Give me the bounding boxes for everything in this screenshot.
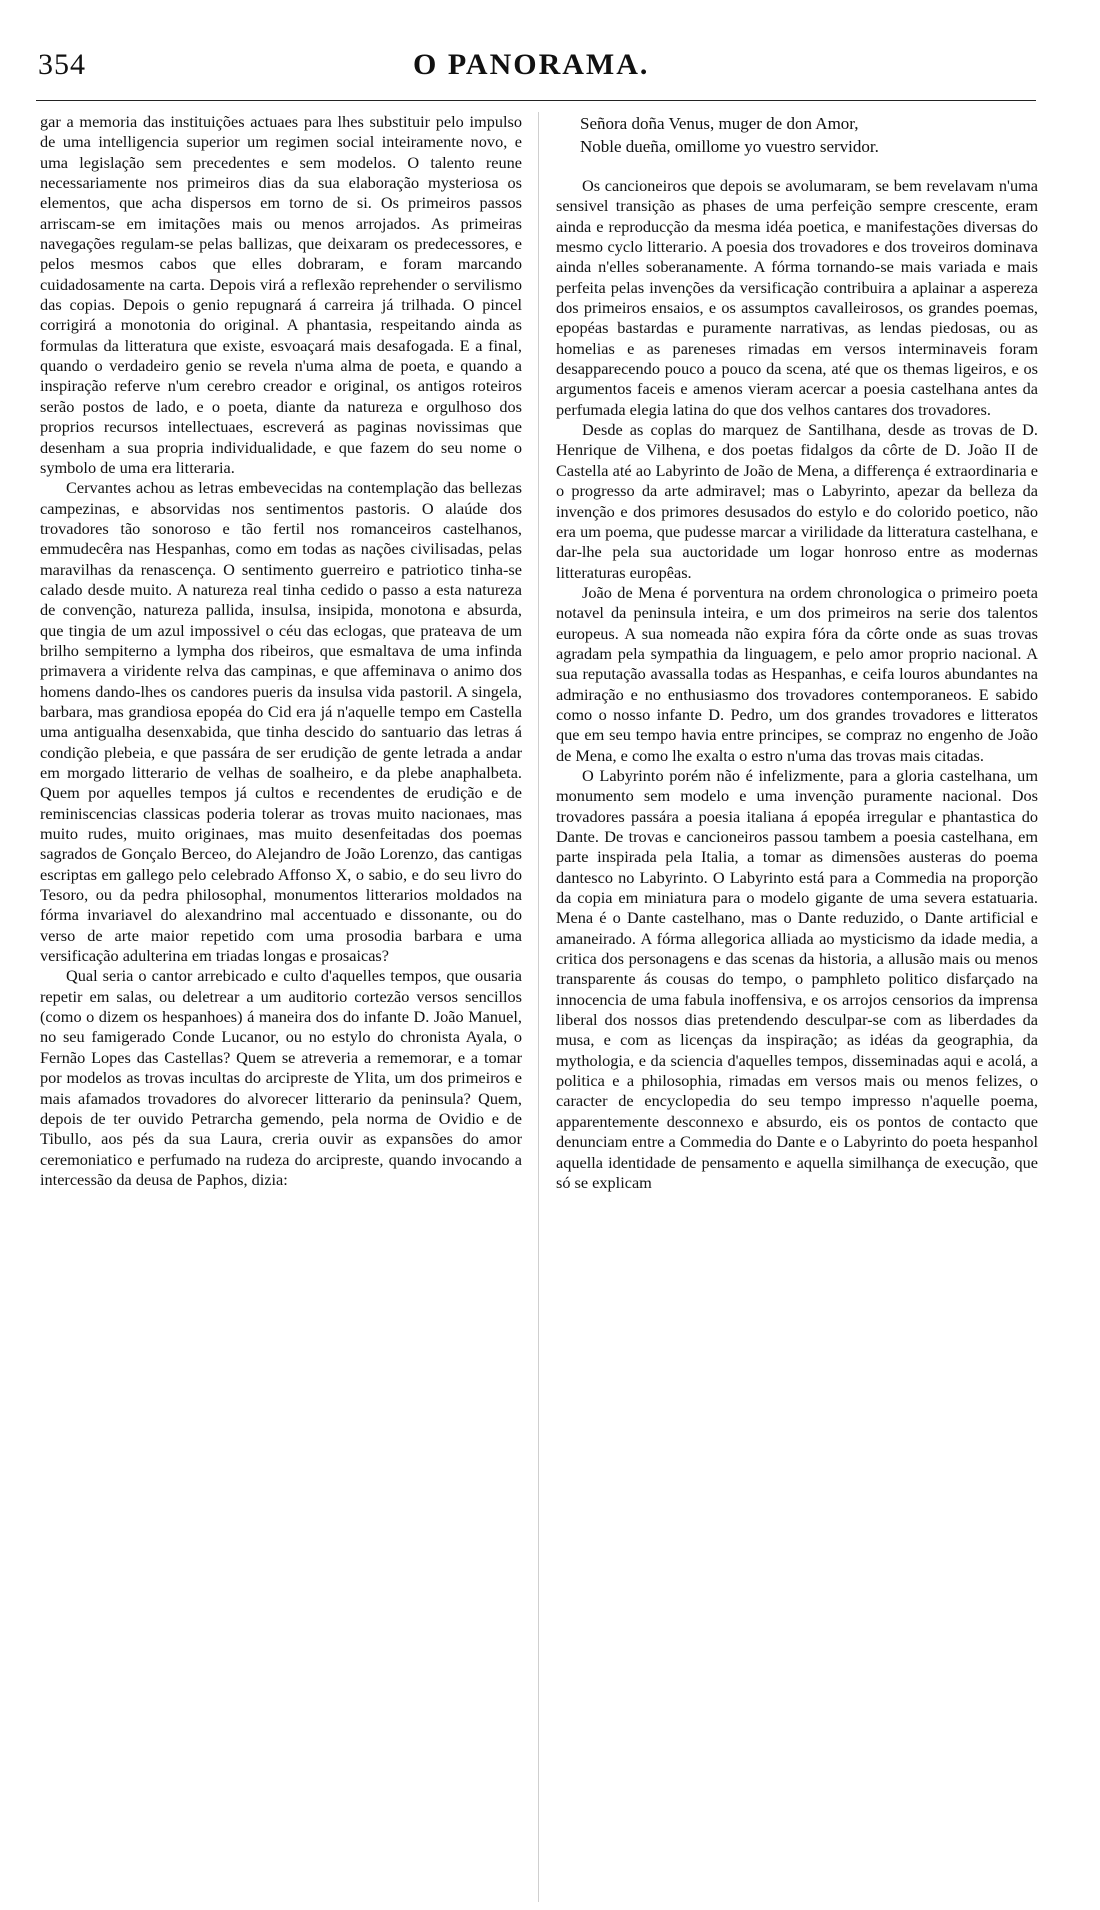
paragraph: Qual seria o cantor arrebicado e culto d'aquelles tempos, que ousaria repetir em salas, ou deletrear a um auditorio cortezão versos sencillos (como o dizem os hespanhoes) á maneira dos do infante D. João Manuel, no seu famigerado Conde Lucanor, ou no estylo do chronista Ayala, o Fernão Lopes das Castellas? Quem se atreveria a rememorar, e a tomar por modelos as trovas incultas do arcipreste de Ylita, um dos primeiros e mais afamados trovadores do alvorecer litterario da peninsula? Quem, depois de ter ouvido Petrarcha gemendo, pela norma de Ovidio e de Tibullo, aos pés da sua Laura, creria ouvir as expansões do amor ceremoniatico e perfumado na rudeza do arcipreste, quando invocando a intercessão da deusa de Paphos, dizia:: [40, 966, 522, 1189]
left-column: [40, 112, 522, 1190]
verse-quote: [580, 112, 1038, 158]
column-divider: [538, 112, 539, 1902]
right-column: [556, 112, 1038, 1193]
journal-title: O PANORAMA.: [413, 48, 650, 81]
paragraph: Cervantes achou as letras embevecidas na contemplação das bellezas campezinas, e absorvidas nos sentimentos pastoris. O alaúde dos trovadores tão sonoroso e tão fertil nos romanceiros castelhanos, emmudecêra nas Hespanhas, como em todas as nações civilisadas, pelas maravilhas da renascença. O sentimento guerreiro e patriotico tinha-se calado desde muito. A natureza real tinha cedido o passo a esta natureza de convenção, natureza pallida, insulsa, insipida, monotona e absurda, que tingia de um azul impossivel o céu das eclogas, que prateava de um brilho sempiterno a lympha dos ribeiros, que esmaltava de uma infinda primavera a viridente relva das campinas, e que affeminava o animo dos homens dando-lhes os candores pueris da insulsa vida pastoril. A singela, barbara, mas grandiosa epopéa do Cid era já n'aquelle tempo em Castella uma antigualha desenxabida, que tinha descido do santuario das letras á condição plebeia, e que passára de ser erudição de gente letrada a andar em morgado litterario de velhas de soalheiro, e da plebe anaphalbeta. Quem por aquelles tempos já cultos e recendentes de erudição e de reminiscencias classicas poderia tolerar as trovas muito nacionaes, mas muito rudes, muito originaes, mas muito desenfeitadas dos poemas sagrados de Gonçalo Berceo, do Alejandro de João Lorenzo, das cantigas escriptas em gallego pelo celebrado Affonso X, o sabio, e do seu livro do Tesoro, ou da pedra philosophal, monumentos litterarios moldados na fórma invariavel do alexandrino mal accentuado e dissonante, ou do verso de arte maior repetido com uma prosodia barbara e uma versificação adulterina em triadas longas e prosaicas?: [40, 478, 522, 966]
verse-line: Noble dueña, omillome yo vuestro servidor.: [580, 137, 879, 156]
paragraph: João de Mena é porventura na ordem chronologica o primeiro poeta notavel da peninsula inteira, e um dos primeiros na serie dos talentos europeus. A sua nomeada não expira fóra da côrte onde as suas trovas agradam pela sympathia da linguagem, e pelo amor proprio nacional. A sua reputação avassalla todas as Hespanhas, e ceifa louros abundantes na admiração e no enthusiasmo dos trovadores contemporaneos. E sabido como o nosso infante D. Pedro, um dos grandes trovadores e litteratos que em seu tempo havia entre principes, se compraz no engenho de João de Mena, e como lhe exalta o estro n'uma das trovas mais citadas.: [556, 582, 1038, 765]
paragraph: Desde as coplas do marquez de Santilhana, desde as trovas de D. Henrique de Vilhena, e dos poetas fidalgos da côrte de D. João II de Castella até ao Labyrinto de João de Mena, a differença é extraordinaria e o progresso da arte admiravel; mas o Labyrinto, apezar da belleza da invenção e dos primores desusados do estylo e do colorido poetico, não era um poema, que pudesse marcar a virilidade da litteratura castelhana, e dar-lhe pela sua auctoridade um logar honroso entre as modernas litteraturas europêas.: [556, 420, 1038, 582]
page-number: 354: [38, 48, 86, 81]
page-header: [38, 48, 1038, 92]
verse-line: Señora doña Venus, muger de don Amor,: [580, 114, 859, 133]
header-rule: [36, 100, 1036, 101]
paragraph: Os cancioneiros que depois se avolumaram, se bem revelavam n'uma sensivel transição as phases de uma perfeição sempre crescente, eram ainda e reproducção da mesma idéa poetica, e manifestações diversas do mesmo cyclo litterario. A poesia dos trovadores e dos troveiros dominava ainda n'elles soberanamente. A fórma tornando-se mais variada e mais perfeita pelas invenções da versificação contribuira a aplainar a aspereza dos primeiros ensaios, e os assumptos cavalleirosos, os grandes poemas, epopéas bastardas e puramente narrativas, as lendas piedosas, ou as homelias e as pareneses rimadas em versos interminaveis foram desapparecendo pouco a pouco da scena, até que os themas ligeiros, e os argumentos faceis e amenos vieram acercar a poesia castelhana antes da perfumada elegia latina do que dos velhos cantares dos trovadores.: [556, 176, 1038, 419]
paragraph: gar a memoria das instituições actuaes para lhes substituir pelo impulso de uma intelligencia superior um regimen social inteiramente novo, e uma legislação sem precedentes e sem modelos. O talento reune necessariamente nos primeiros dias da sua elaboração mysteriosa os elementos, que acha dispersos em torno de si. Os primeiros passos arriscam-se em imitações mais ou menos arrojados. As primeiras navegações regulam-se pelas ballizas, que deixaram os predecessores, e pelos mesmos cabos que elles dobraram, e foram marcando cuidadosamente na carta. Depois virá a reflexão reprehender o servilismo das copias. Depois o genio repugnará á carreira já trilhada. O pincel corrigirá a monotonia do original. A phantasia, respeitando ainda as formulas da litteratura que existe, esvoaçará mais desafogada. E a final, quando o verdadeiro genio se revela n'uma alma de poeta, e quando a inspiração referve n'um cerebro creador e original, os antigos roteiros serão postos de lado, e o poeta, diante da natureza e orgulhoso dos proprios recursos intellectuaes, escreverá as paginas novissimas que desenham a sua propria individualidade, e que fazem do seu nome o symbolo de uma era litteraria.: [40, 112, 522, 477]
paragraph: O Labyrinto porém não é infelizmente, para a gloria castelhana, um monumento sem modelo e uma invenção puramente nacional. Dos trovadores passára a poesia italiana á epopéa irregular e phantastica do Dante. De trovas e cancioneiros passou tambem a poesia castelhana, em parte inspirada pela Italia, a tomar as dimensões austeras do poema dantesco no Labyrinto. O Labyrinto está para a Commedia na proporção da copia em miniatura para o modelo gigante de uma severa estatuaria. Mena é o Dante castelhano, mas o Dante reduzido, o Dante artificial e amaneirado. A fórma allegorica alliada ao mysticismo da idade media, a critica dos personagens e das scenas da historia, a allusão mais ou menos transparente ás cousas do tempo, o pamphleto politico disfarçado na innocencia de uma fabula inoffensiva, e os arrojos censorios da imprensa liberal dos nossos dias pretendendo desculpar-se com as liberdades da musa, e com as licenças da inspiração; as idéas da geographia, da mythologia, e da sciencia d'aquelles tempos, disseminadas aqui e acolá, a politica e a philosophia, rimadas em versos mais ou menos felizes, o caracter de encyclopedia do seu tempo impresso n'aquelle poema, apparentemente desconnexo e absurdo, eis os pontos de contacto que denunciam entre a Commedia do Dante e o Labyrinto do poeta hespanhol aquella identidade de pensamento e aquella similhança de execução, que só se explicam: [556, 765, 1038, 1192]
